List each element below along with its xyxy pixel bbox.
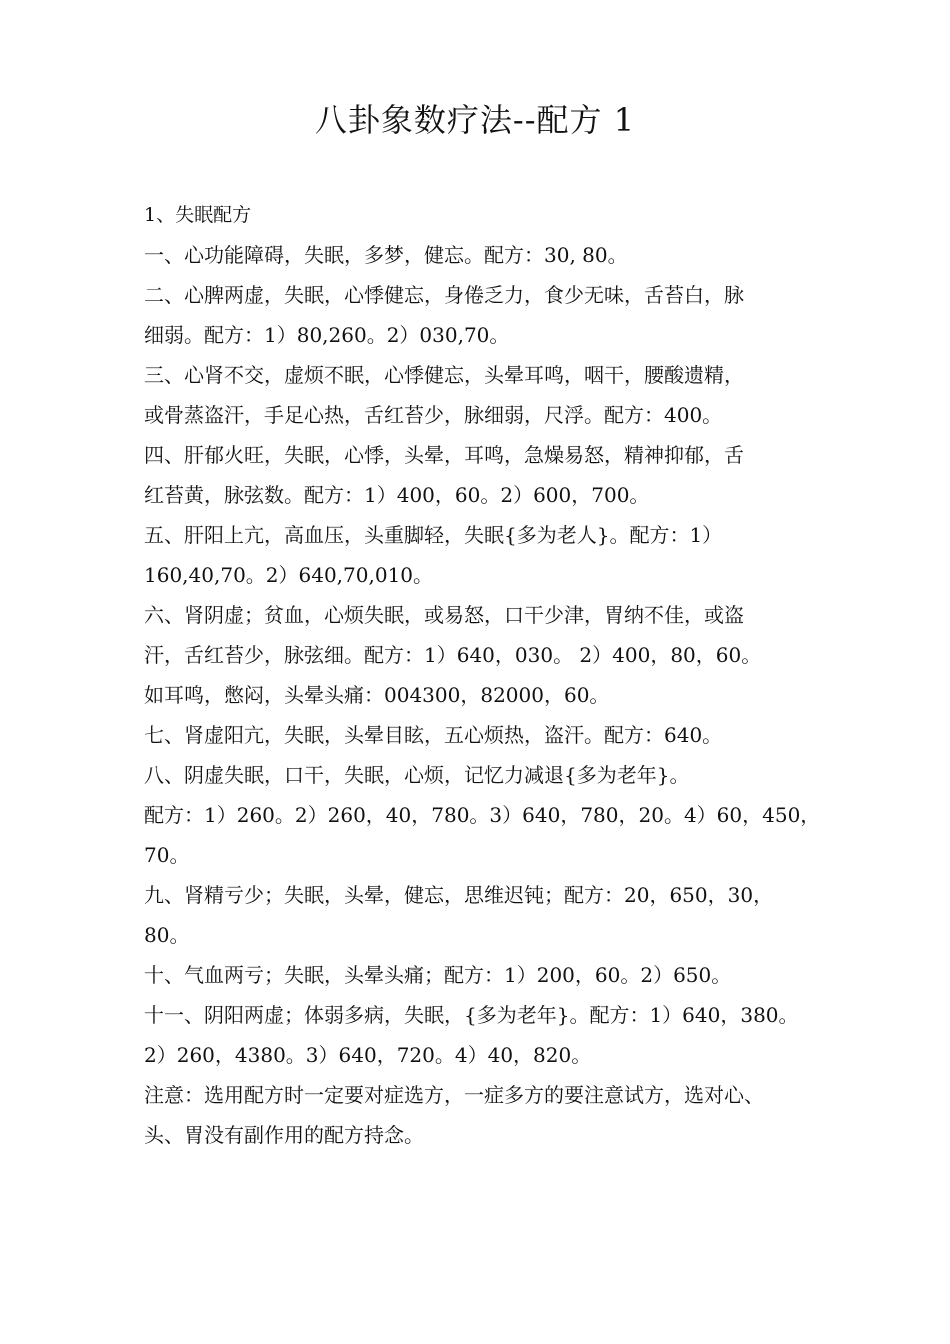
- text-line: 七、肾虚阳亢，失眠，头晕目眩，五心烦热，盗汗。配方：640。: [144, 723, 723, 747]
- text-line: 如耳鸣，憋闷，头晕头痛：004300，82000，60。: [144, 683, 610, 707]
- text-line: 细弱。配方：1）80,260。2）030,70。: [144, 323, 510, 347]
- text-line: 十、气血两亏；失眠，头晕头痛；配方：1）200，60。2）650。: [144, 963, 732, 987]
- text-line: 70。: [144, 843, 190, 867]
- page-title: 八卦象数疗法--配方 1: [314, 101, 636, 139]
- text-line: 六、肾阴虚；贫血，心烦失眠，或易怒，口干少津，胃纳不佳，或盗: [144, 603, 744, 627]
- text-line: 三、心肾不交，虚烦不眠，心悸健忘，头晕耳鸣，咽干，腰酸遗精，: [144, 363, 744, 387]
- document-body: [144, 195, 821, 1155]
- text-line: 配方：1）260。2）260，40，780。3）640，780，20。4）60，450，: [144, 803, 821, 827]
- text-line: 九、肾精亏少；失眠，头晕，健忘，思维迟钝；配方：20，650，30，: [144, 883, 774, 907]
- text-line: 一、心功能障碍，失眠，多梦，健忘。配方：30, 80。: [144, 243, 628, 267]
- text-line: 2）260，4380。3）640，720。4）40，820。: [144, 1043, 592, 1067]
- text-line: 五、肝阳上亢，高血压，头重脚轻，失眠{多为老人}。配方：1）: [144, 523, 723, 547]
- section-heading: 1、失眠配方: [144, 204, 252, 226]
- note-line: 注意：选用配方时一定要对症选方，一症多方的要注意试方，选对心、: [144, 1083, 764, 1107]
- text-line: 80。: [144, 923, 190, 947]
- text-line: 二、心脾两虚，失眠，心悸健忘，身倦乏力，食少无味，舌苔白，脉: [144, 283, 744, 307]
- text-line: 160,40,70。2）640,70,010。: [144, 563, 434, 587]
- text-line: 红苔黄，脉弦数。配方：1）400，60。2）600，700。: [144, 483, 650, 507]
- text-line: 四、肝郁火旺，失眠，心悸，头晕，耳鸣，急燥易怒，精神抑郁，舌: [144, 443, 744, 467]
- text-line: 八、阴虚失眠，口干，失眠，心烦，记忆力减退{多为老年}。: [144, 763, 690, 787]
- text-line: 或骨蒸盗汗，手足心热，舌红苔少，脉细弱，尺浮。配方：400。: [144, 403, 723, 427]
- note-line: 头、胃没有副作用的配方持念。: [144, 1123, 424, 1147]
- text-line: 汗，舌红苔少，脉弦细。配方：1）640，030。 2）400，80，60。: [144, 643, 762, 667]
- text-line: 十一、阴阳两虚；体弱多病，失眠，{多为老年}。配方：1）640，380。: [144, 1003, 799, 1027]
